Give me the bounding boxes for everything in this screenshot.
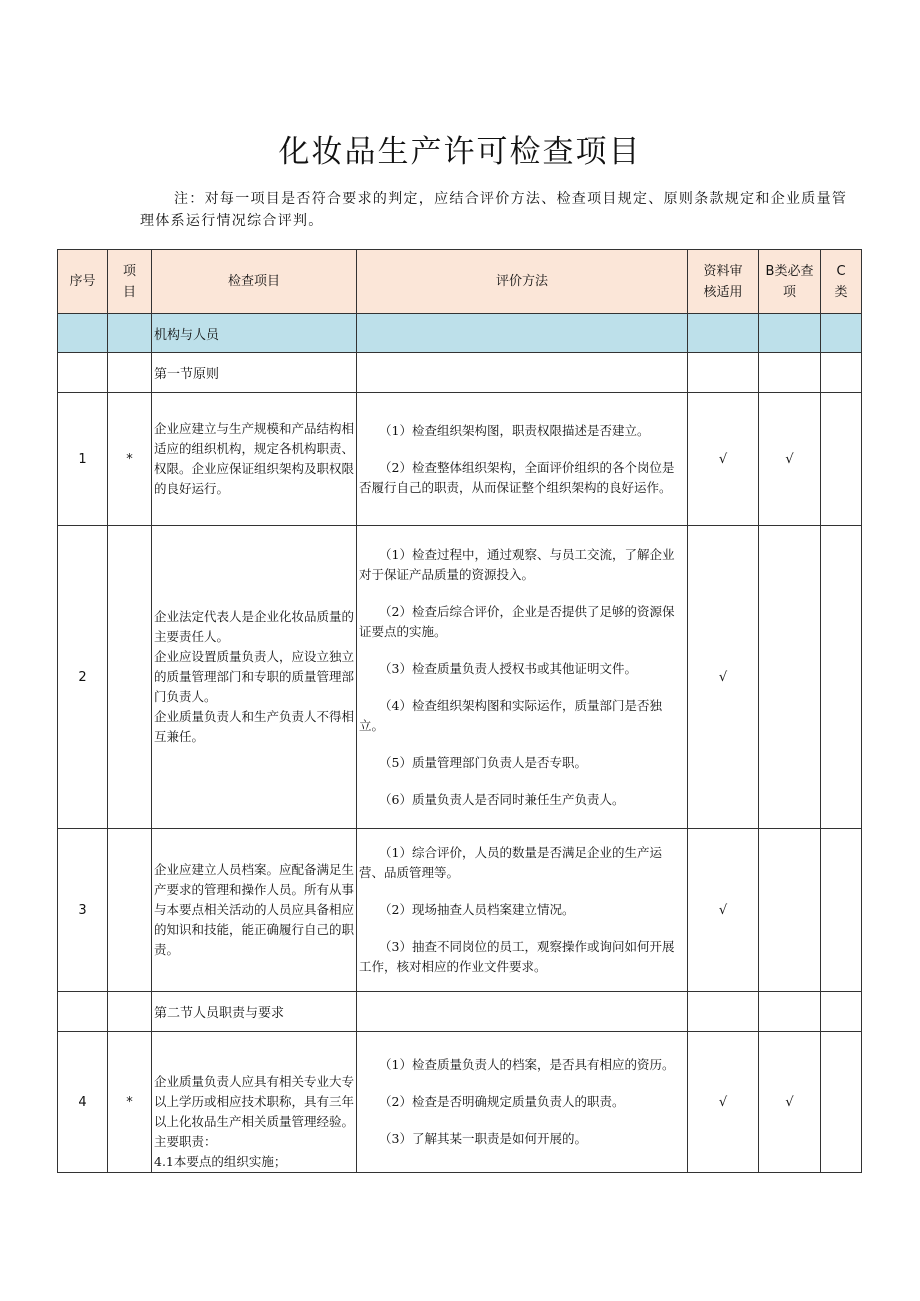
section-row [58,314,862,353]
check-item-text: 企业质量负责人和生产负责人不得相互兼任。 [154,709,355,744]
c-check-cell [821,829,862,992]
check-item-text: 企业应建立与生产规模和产品结构相适应的组织机构，规定各机构职责、权限。企业应保证组织架构及职权限的良好运行。 [154,421,355,496]
doc-check-cell: √ [688,526,759,829]
check-item-text: 企业质量负责人应具有相关专业大专以上学历或相应技术职称，具有三年以上化妆品生产相关质量管理经验。主要职责： [154,1074,355,1149]
b-check-cell [759,526,821,829]
table-header-row [58,250,862,314]
method-text: （2）现场抽查人员档案建立情况。 [379,902,575,917]
check-item-text: 4.1本要点的组织实施； [154,1154,287,1169]
header-method: 评价方法 [357,250,688,314]
b-check-cell: √ [759,393,821,526]
check-item-cell [152,526,357,829]
check-item-cell [152,1032,357,1173]
subsection-label: 第一节原则 [152,353,357,393]
header-doc-text: 资料审核适用 [703,263,743,300]
mark-cell [108,526,152,829]
b-check-cell [759,829,821,992]
header-c-text: C类 [834,263,848,300]
header-item-text: 项目 [122,263,136,300]
table-row [58,1032,862,1173]
doc-check-cell: √ [688,1032,759,1173]
seq-cell: 2 [58,526,108,829]
mark-cell: * [108,1032,152,1173]
table-row [58,829,862,992]
header-seq: 序号 [58,250,108,314]
check-item-cell [152,393,357,526]
method-cell [357,1032,688,1173]
table-row [58,393,862,526]
subsection-row [58,353,862,393]
b-check-cell: √ [759,1032,821,1173]
subsection-label: 第二节人员职责与要求 [152,992,357,1032]
method-text: （1）检查过程中，通过观察、与员工交流，了解企业对于保证产品质量的资源投入。 [359,546,675,582]
method-text: （1）检查质量负责人的档案，是否具有相应的资历。 [379,1057,675,1072]
c-check-cell [821,1032,862,1173]
method-text: （3）抽查不同岗位的员工，观察操作或询问如何开展工作，核对相应的作业文件要求。 [359,939,675,974]
inspection-table [57,249,862,1173]
header-item [108,250,152,314]
c-check-cell [821,393,862,526]
check-item-text: 企业应建立人员档案。应配备满足生产要求的管理和操作人员。所有从事与本要点相关活动的人员应具备相应的知识和技能，能正确履行自己的职责。 [154,862,355,957]
method-text: （2）检查是否明确规定质量负责人的职责。 [379,1094,625,1109]
method-text: （3）检查质量负责人授权书或其他证明文件。 [379,660,637,676]
note-paragraph: 注：对每一项目是否符合要求的判定，应结合评价方法、检查项目规定、原则条款规定和企业质量管理体系运行情况综合评判。 [140,191,848,229]
document-title: 化妆品生产许可检查项目 [278,134,642,170]
check-item-text: 企业法定代表人是企业化妆品质量的主要责任人。 [154,609,355,644]
subsection-row [58,992,862,1032]
method-text: （4）检查组织架构图和实际运作，质量部门是否独立。 [359,697,662,733]
header-b-text: B类必查项 [765,263,814,300]
check-item-text: 企业应设置质量负责人，应设立独立的质量管理部门和专职的质量管理部门负责人。 [154,649,355,704]
method-cell [357,526,688,829]
table-row [58,526,862,829]
method-text: （6）质量负责人是否同时兼任生产负责人。 [379,791,625,807]
method-cell [357,829,688,992]
doc-check-cell: √ [688,393,759,526]
seq-cell: 4 [58,1032,108,1173]
seq-cell: 1 [58,393,108,526]
method-text: （3）了解其某一职责是如何开展的。 [379,1131,587,1146]
doc-check-cell: √ [688,829,759,992]
header-doc [688,250,759,314]
method-text: （1）检查组织架构图，职责权限描述是否建立。 [379,422,650,438]
check-item-cell [152,829,357,992]
seq-cell: 3 [58,829,108,992]
method-text: （5）质量管理部门负责人是否专职。 [379,754,587,770]
section-label: 机构与人员 [152,314,357,353]
c-check-cell [821,526,862,829]
mark-cell: * [108,393,152,526]
header-c [821,250,862,314]
header-check: 检查项目 [152,250,357,314]
mark-cell [108,829,152,992]
method-text: （2）检查整体组织架构，全面评价组织的各个岗位是否履行自己的职责，从而保证整个组织架构的良好运作。 [359,459,675,495]
header-b [759,250,821,314]
method-text: （1）综合评价，人员的数量是否满足企业的生产运营、品质管理等。 [359,845,662,880]
method-cell [357,393,688,526]
method-text: （2）检查后综合评价，企业是否提供了足够的资源保证要点的实施。 [359,603,675,639]
